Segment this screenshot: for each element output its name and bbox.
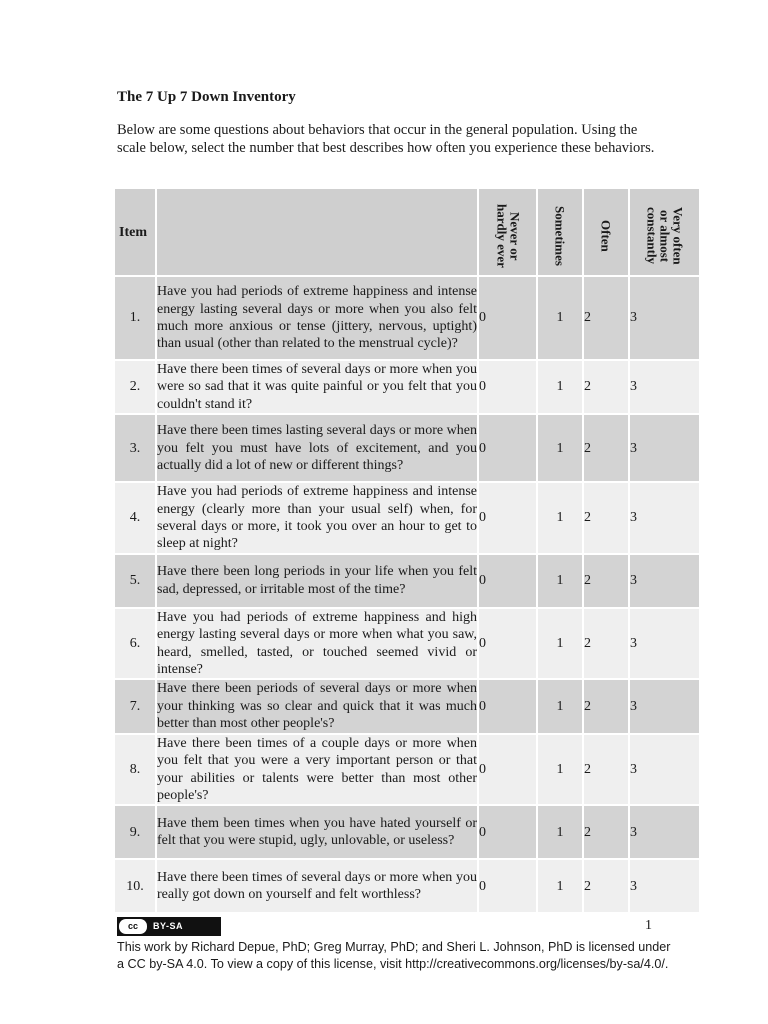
- question-column-header: [156, 188, 478, 276]
- scale-header-never: [478, 188, 537, 276]
- item-number: 8.: [114, 734, 156, 806]
- score-option-1[interactable]: 1: [537, 805, 583, 859]
- score-option-1[interactable]: 1: [537, 276, 583, 360]
- instructions-paragraph: Below are some questions about behaviors that occur in the general population. Using the scale below, select the number that best describes how often you experience these behaviors.: [117, 122, 655, 156]
- score-option-0[interactable]: 0: [478, 276, 537, 360]
- cc-badge-label: BY-SA: [153, 921, 184, 932]
- table-row: [114, 414, 700, 482]
- question-text: Have there been times lasting several days or more when you felt you must have lots of excitement, and you actually did a lot of new or different things?: [156, 414, 478, 482]
- question-text: Have there been times of several days or more when you were so sad that it was quite painful or you felt that you couldn't stand it?: [156, 360, 478, 414]
- score-option-1[interactable]: 1: [537, 360, 583, 414]
- question-text: Have there been long periods in your life when you felt sad, depressed, or irritable most of the time?: [156, 554, 478, 608]
- document-title: The 7 Up 7 Down Inventory: [117, 89, 296, 105]
- score-option-0[interactable]: 0: [478, 734, 537, 806]
- score-option-2[interactable]: 2: [583, 482, 629, 554]
- score-option-1[interactable]: 1: [537, 859, 583, 913]
- score-option-2[interactable]: 2: [583, 608, 629, 680]
- score-option-1[interactable]: 1: [537, 734, 583, 806]
- item-number: 2.: [114, 360, 156, 414]
- score-option-2[interactable]: 2: [583, 276, 629, 360]
- score-option-3[interactable]: 3: [629, 608, 700, 680]
- table-row: [114, 805, 700, 859]
- score-option-1[interactable]: 1: [537, 414, 583, 482]
- question-text: Have you had periods of extreme happiness and intense energy (clearly more than your usual self) when, for several days or more, it took you over an hour to get to sleep at night?: [156, 482, 478, 554]
- score-option-0[interactable]: 0: [478, 679, 537, 733]
- cc-by-sa-logo: [117, 917, 221, 936]
- score-option-0[interactable]: 0: [478, 482, 537, 554]
- score-option-2[interactable]: 2: [583, 805, 629, 859]
- scale-label-very-often: Very often or almost constantly: [644, 207, 686, 265]
- score-option-3[interactable]: 3: [629, 734, 700, 806]
- item-number: 3.: [114, 414, 156, 482]
- scale-label-sometimes: Sometimes: [552, 206, 568, 266]
- question-text: Have you had periods of extreme happiness and intense energy lasting several days or more when you also felt much more anxious or tense (jittery, nervous, uptight) than usual (other than related to the menstrual cycle)?: [156, 276, 478, 360]
- question-text: Have them been times when you have hated yourself or felt that you were stupid, ugly, unlovable, or useless?: [156, 805, 478, 859]
- item-number: 6.: [114, 608, 156, 680]
- score-option-0[interactable]: 0: [478, 554, 537, 608]
- score-option-0[interactable]: 0: [478, 414, 537, 482]
- item-number: 4.: [114, 482, 156, 554]
- question-text: Have there been times of several days or more when you really got down on yourself and felt worthless?: [156, 859, 478, 913]
- table-row: [114, 276, 700, 360]
- score-option-1[interactable]: 1: [537, 608, 583, 680]
- table-row: [114, 734, 700, 806]
- score-option-1[interactable]: 1: [537, 554, 583, 608]
- scale-header-often: [583, 188, 629, 276]
- score-option-2[interactable]: 2: [583, 554, 629, 608]
- license-attribution: This work by Richard Depue, PhD; Greg Murray, PhD; and Sheri L. Johnson, PhD is licensed under a CC by-SA 4.0. To view a copy of this license, visit http://creativecommons.org/licenses/by-sa/4.0/.: [117, 940, 671, 971]
- table-row: [114, 859, 700, 913]
- score-option-3[interactable]: 3: [629, 360, 700, 414]
- table-row: [114, 608, 700, 680]
- table-row: [114, 554, 700, 608]
- scale-label-never: Never or hardly ever: [494, 204, 523, 268]
- score-option-2[interactable]: 2: [583, 859, 629, 913]
- question-text: Have there been periods of several days or more when your thinking was so clear and quick that it was much better than most other people's?: [156, 679, 478, 733]
- cc-icon: cc: [119, 919, 147, 934]
- score-option-3[interactable]: 3: [629, 482, 700, 554]
- score-option-2[interactable]: 2: [583, 679, 629, 733]
- score-option-3[interactable]: 3: [629, 859, 700, 913]
- item-number: 10.: [114, 859, 156, 913]
- question-text: Have you had periods of extreme happiness and high energy lasting several days or more when what you saw, heard, smelled, tasted, or touched seemed vivid or intense?: [156, 608, 478, 680]
- item-number: 5.: [114, 554, 156, 608]
- score-option-0[interactable]: 0: [478, 805, 537, 859]
- inventory-table: [113, 187, 701, 914]
- score-option-0[interactable]: 0: [478, 608, 537, 680]
- score-option-2[interactable]: 2: [583, 734, 629, 806]
- score-option-1[interactable]: 1: [537, 679, 583, 733]
- score-option-3[interactable]: 3: [629, 276, 700, 360]
- scale-header-very-often: [629, 188, 700, 276]
- license-footer: [117, 917, 677, 972]
- score-option-0[interactable]: 0: [478, 360, 537, 414]
- table-row: [114, 360, 700, 414]
- scale-header-sometimes: [537, 188, 583, 276]
- score-option-3[interactable]: 3: [629, 414, 700, 482]
- score-option-2[interactable]: 2: [583, 360, 629, 414]
- page-number: 1: [645, 918, 652, 933]
- score-option-3[interactable]: 3: [629, 805, 700, 859]
- item-number: 7.: [114, 679, 156, 733]
- score-option-1[interactable]: 1: [537, 482, 583, 554]
- score-option-3[interactable]: 3: [629, 679, 700, 733]
- item-number: 9.: [114, 805, 156, 859]
- scale-label-often: Often: [598, 220, 614, 252]
- score-option-0[interactable]: 0: [478, 859, 537, 913]
- item-number: 1.: [114, 276, 156, 360]
- score-option-2[interactable]: 2: [583, 414, 629, 482]
- table-header-row: [114, 188, 700, 276]
- score-option-3[interactable]: 3: [629, 554, 700, 608]
- question-text: Have there been times of a couple days or more when you felt that you were a very important person or that your abilities or talents were better than most other people's?: [156, 734, 478, 806]
- table-row: [114, 482, 700, 554]
- item-column-header: Item: [114, 188, 156, 276]
- table-row: [114, 679, 700, 733]
